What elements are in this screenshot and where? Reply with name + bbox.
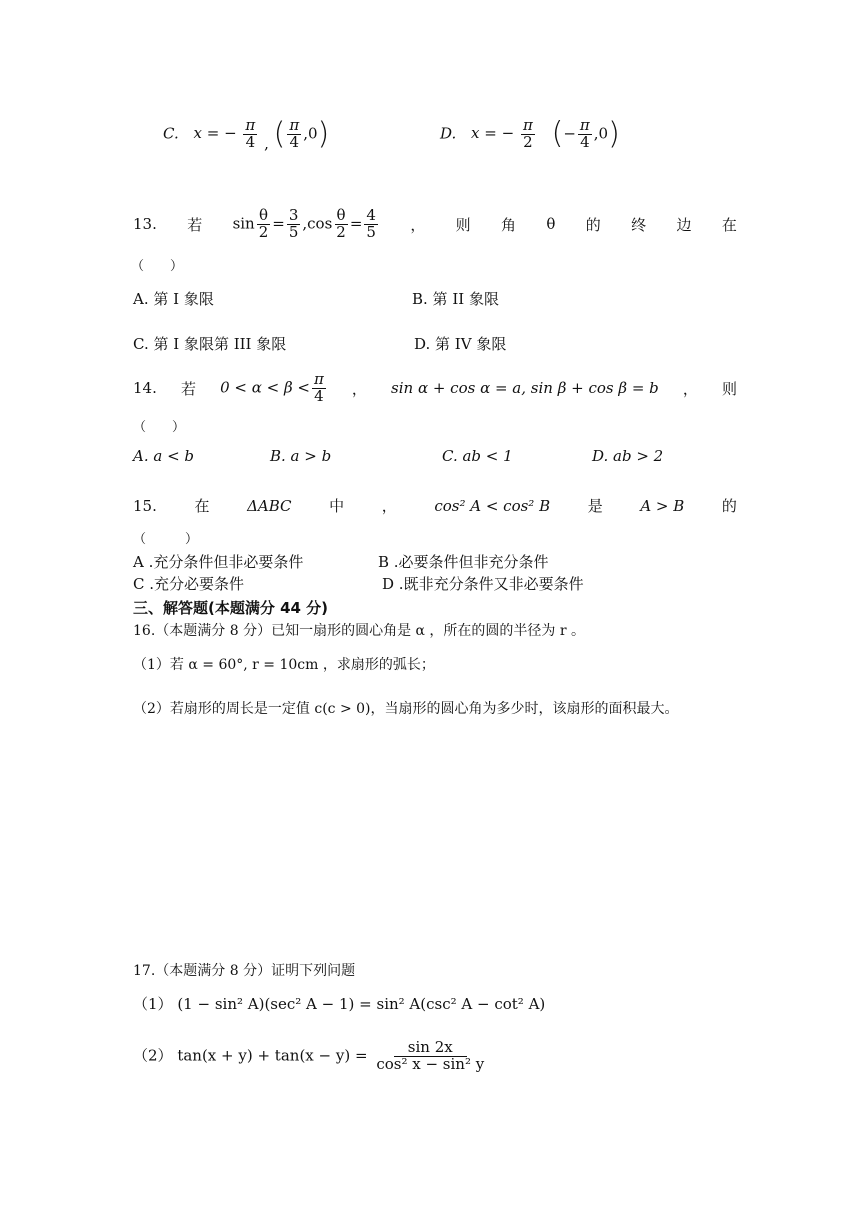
answer-blank: （ ） bbox=[131, 259, 184, 274]
condition: A > B bbox=[640, 496, 685, 515]
word: 则 bbox=[721, 379, 737, 398]
q12-option-c bbox=[163, 118, 329, 152]
word: ， bbox=[351, 379, 367, 398]
option-label: C. bbox=[163, 124, 179, 143]
option-label: D. bbox=[440, 124, 457, 143]
word: 的 bbox=[585, 215, 601, 234]
q13-option-d: D. 第 IV 象限 bbox=[414, 335, 507, 353]
word: ， bbox=[410, 215, 426, 234]
q13-option-b: B. 第 II 象限 bbox=[412, 290, 499, 308]
inequality: 0 < α < β < $\frac{\pi}{4}$ bbox=[220, 370, 324, 405]
identity: (1 − sin² A)(sec² A − 1) = sin² A(csc² A − cot² A) bbox=[177, 995, 546, 1013]
point-tail: ,0 bbox=[593, 124, 609, 143]
fraction: $\frac{\pi}{4}$ bbox=[579, 116, 590, 151]
word: 在 bbox=[194, 497, 210, 515]
q15-option-a: A .充分条件但非必要条件 bbox=[133, 553, 304, 571]
right-paren: ) bbox=[317, 116, 330, 152]
word: ， bbox=[682, 379, 698, 398]
point-tail: ,0 bbox=[303, 124, 318, 143]
q17-stem: 17.（本题满分 8 分）证明下列问题 bbox=[133, 963, 356, 979]
q16-stem: 16.（本题满分 8 分）已知一扇形的圆心角是 α ，所在的圆的半径为 r 。 bbox=[133, 623, 586, 639]
word: 的 bbox=[721, 497, 737, 515]
fraction: $\frac{\pi}{2}$ bbox=[522, 116, 533, 151]
word: 在 bbox=[721, 215, 737, 234]
word: 若 bbox=[180, 379, 196, 398]
q13-stem bbox=[133, 208, 737, 241]
question-number: 13. bbox=[133, 215, 157, 234]
q17-part-1: （1） (1 − sin² A)(sec² A − 1) = sin² A(csc² A − cot² A) bbox=[133, 995, 546, 1013]
separator: , bbox=[264, 134, 269, 153]
fraction: $\frac{\pi}{4}$ bbox=[245, 116, 256, 151]
word: ， bbox=[381, 497, 397, 515]
word: 边 bbox=[676, 215, 692, 234]
word: θ bbox=[546, 215, 556, 234]
q14-option-c: C. ab < 1 bbox=[442, 447, 513, 465]
q17-part-2: （2） tan(x + y) + tan(x − y) = $\frac{\sin 2x}{\text{cos² x − sin² y}}$ bbox=[133, 1038, 485, 1073]
triangle: ΔABC bbox=[247, 496, 292, 515]
q13-option-c: C. 第 I 象限第 III 象限 bbox=[133, 335, 287, 353]
word: 中 bbox=[329, 497, 345, 515]
q16-part-2: （2）若扇形的周长是一定值 c(c > 0)，当扇形的圆心角为多少时，该扇形的面积最大。 bbox=[133, 701, 679, 717]
left-paren: ( bbox=[273, 116, 286, 152]
q14-option-a: A. a < b bbox=[133, 447, 195, 465]
word: 则 bbox=[455, 215, 471, 234]
right-paren: ) bbox=[608, 116, 620, 152]
q15-option-b: B .必要条件但非充分条件 bbox=[378, 553, 549, 571]
q15-stem bbox=[133, 495, 737, 516]
q14-stem bbox=[133, 372, 737, 405]
q14-option-d: D. ab > 2 bbox=[592, 447, 664, 465]
answer-blank: （ ） bbox=[133, 420, 186, 435]
q13-option-a: A. 第 I 象限 bbox=[133, 290, 214, 308]
word: 是 bbox=[587, 497, 603, 515]
word: 终 bbox=[631, 215, 647, 234]
equation: sin $\frac{\theta}{2}$ = $\frac{3}{5}$ ,cos $\frac{\theta}{2}$ = $\frac{4}{5}$ bbox=[232, 206, 376, 241]
answer-blank: （ ） bbox=[133, 532, 199, 547]
word: 若 bbox=[187, 215, 203, 234]
fraction: $\frac{\pi}{4}$ bbox=[289, 116, 300, 151]
question-number: 15. bbox=[133, 496, 157, 515]
equation: sin α + cos α = a, sin β + cos β = b bbox=[391, 379, 659, 398]
q15-option-c: C .充分必要条件 bbox=[133, 575, 245, 593]
equation: cos² A < cos² B bbox=[434, 496, 551, 515]
q12-option-d bbox=[440, 118, 620, 151]
left-paren: ( bbox=[551, 116, 564, 152]
identity-left: tan(x + y) + tan(x − y) = bbox=[177, 1046, 368, 1065]
q16-part-1: （1）若 α = 60°, r = 10cm ，求扇形的弧长； bbox=[133, 657, 435, 673]
sign: − bbox=[563, 124, 576, 143]
q15-option-d: D .既非充分条件又非必要条件 bbox=[382, 575, 584, 593]
question-number: 14. bbox=[133, 379, 157, 398]
equation: x = − bbox=[193, 124, 237, 143]
section-title: 三、解答题(本题满分 44 分) bbox=[133, 599, 329, 617]
fraction: $\frac{\sin 2x}{\text{cos² x − sin² y}}$ bbox=[376, 1038, 485, 1073]
equation: x = − bbox=[471, 124, 515, 143]
word: 角 bbox=[501, 215, 517, 234]
q14-option-b: B. a > b bbox=[270, 447, 332, 465]
